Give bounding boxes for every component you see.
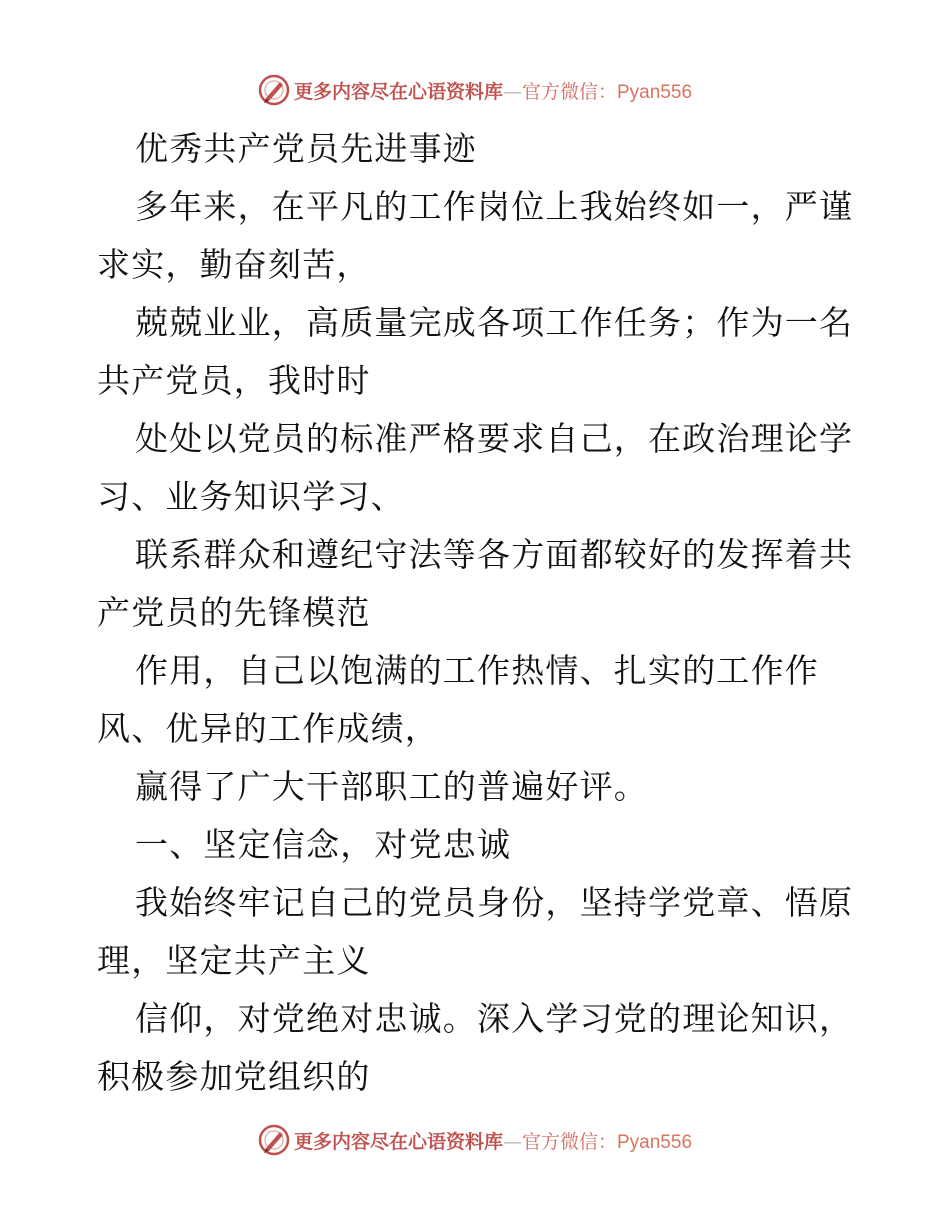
paragraph-line: 处处以党员的标准严格要求自己，在政治理论学 (135, 419, 854, 458)
pen-logo-icon (258, 74, 290, 106)
banner-wechat-id: Pyan556 (617, 1131, 693, 1153)
banner-wechat-label: 官方微信： (521, 80, 617, 103)
paragraph-line: 产党员的先锋模范 (97, 593, 371, 632)
banner-dash: — (502, 80, 522, 103)
banner-wechat-id: Pyan556 (617, 81, 693, 103)
paragraph-line: 多年来，在平凡的工作岗位上我始终如一，严谨 (135, 187, 854, 226)
paragraph-line: 信仰，对党绝对忠诚。深入学习党的理论知识， (135, 999, 854, 1038)
banner-text (294, 77, 692, 104)
pen-logo-icon (258, 1124, 290, 1156)
banner-text (294, 1127, 692, 1154)
paragraph-line: 我始终牢记自己的党员身份，坚持学党章、悟原 (135, 883, 854, 922)
header-watermark-banner (0, 70, 950, 110)
banner-brand: 更多内容尽在心语资料库 (293, 80, 503, 103)
paragraph-line: 优秀共产党员先进事迹 (135, 129, 477, 168)
paragraph-line: 求实，勤奋刻苦， (97, 245, 371, 284)
banner-brand: 更多内容尽在心语资料库 (293, 1130, 503, 1153)
paragraph-line: 风、优异的工作成绩， (97, 709, 439, 748)
paragraph-line: 赢得了广大干部职工的普遍好评。 (135, 767, 648, 806)
paragraph-line: 习、业务知识学习、 (97, 477, 405, 516)
paragraph-line: 理，坚定共产主义 (97, 941, 371, 980)
paragraph-line: 兢兢业业，高质量完成各项工作任务；作为一名 (135, 303, 854, 342)
paragraph-line: 共产党员，我时时 (97, 361, 371, 400)
paragraph-line: 积极参加党组织的 (97, 1057, 371, 1096)
document-body (97, 120, 857, 1106)
paragraph-line: 作用，自己以饱满的工作热情、扎实的工作作 (135, 651, 819, 690)
footer-watermark-banner (0, 1120, 950, 1160)
banner-dash: — (502, 1130, 522, 1153)
paragraph-line: 联系群众和遵纪守法等各方面都较好的发挥着共 (135, 535, 854, 574)
paragraph-line: 一、坚定信念，对党忠诚 (135, 825, 512, 864)
banner-wechat-label: 官方微信： (521, 1130, 617, 1153)
